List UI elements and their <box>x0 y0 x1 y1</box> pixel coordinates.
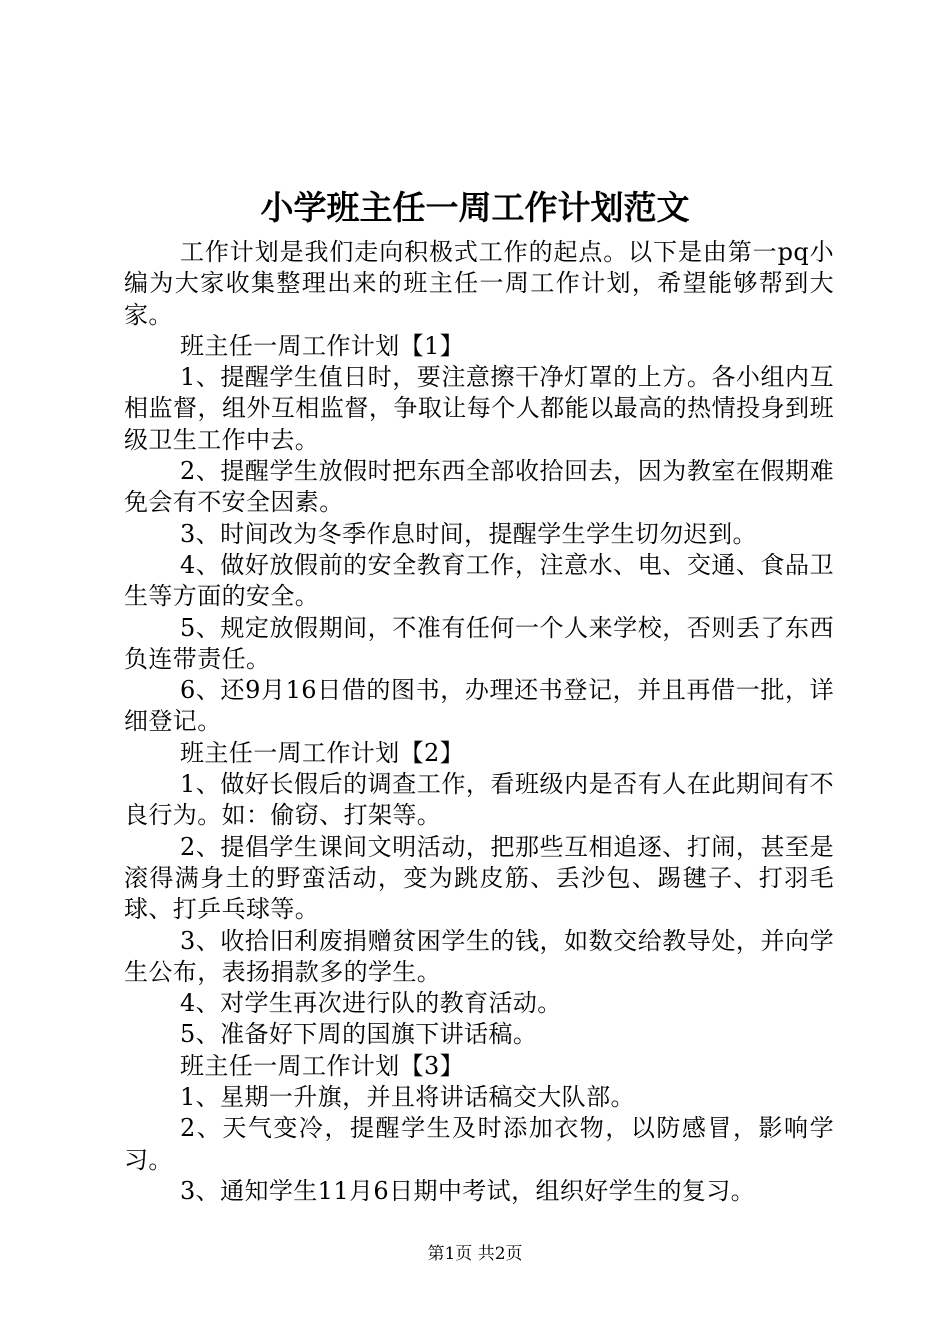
list-item: 2、天气变冷，提醒学生及时添加衣物，以防感冒，影响学习。 <box>124 1114 834 1174</box>
list-item: 6、还9月16日借的图书，办理还书登记，并且再借一批，详细登记。 <box>124 676 834 736</box>
list-item: 5、规定放假期间，不准有任何一个人来学校，否则丢了东西负连带责任。 <box>124 613 834 673</box>
section-heading-1: 班主任一周工作计划【1】 <box>180 331 465 360</box>
list-item: 1、提醒学生值日时，要注意擦干净灯罩的上方。各小组内互相监督，组外互相监督，争取让每个人都能以最高的热情投身到班级卫生工作中去。 <box>124 363 834 454</box>
document-title: 小学班主任一周工作计划范文 <box>260 188 690 227</box>
list-item: 3、收拾旧利废捐赠贫困学生的钱，如数交给教导处，并向学生公布，表扬捐款多的学生。 <box>124 926 834 986</box>
list-item: 5、准备好下周的国旗下讲话稿。 <box>180 1020 538 1049</box>
section-heading-3: 班主任一周工作计划【3】 <box>180 1051 465 1080</box>
list-item: 1、星期一升旗，并且将讲话稿交大队部。 <box>180 1083 635 1112</box>
list-item: 2、提醒学生放假时把东西全部收拾回去，因为教室在假期难免会有不安全因素。 <box>124 457 834 517</box>
section-heading-2: 班主任一周工作计划【2】 <box>180 738 465 767</box>
intro-paragraph: 工作计划是我们走向积极式工作的起点。以下是由第一pq小编为大家收集整理出来的班主任一周工作计划，希望能够帮到大家。 <box>124 238 834 329</box>
list-item: 4、做好放假前的安全教育工作，注意水、电、交通、食品卫生等方面的安全。 <box>124 550 834 611</box>
list-item: 2、提倡学生课间文明活动，把那些互相追逐、打闹，甚至是滚得满身土的野蛮活动，变为跳皮筋、丢沙包、踢毽子、打羽毛球、打乒乓球等。 <box>124 832 834 924</box>
list-item: 3、时间改为冬季作息时间，提醒学生学生切勿迟到。 <box>180 519 757 548</box>
list-item: 1、做好长假后的调查工作，看班级内是否有人在此期间有不良行为。如：偷窃、打架等。 <box>124 770 834 830</box>
list-item: 3、通知学生11月6日期中考试，组织好学生的复习。 <box>180 1176 756 1205</box>
list-item: 4、对学生再次进行队的教育活动。 <box>180 989 562 1018</box>
document-body <box>124 237 834 1207</box>
page-footer: 第1页 共2页 <box>427 1244 523 1264</box>
